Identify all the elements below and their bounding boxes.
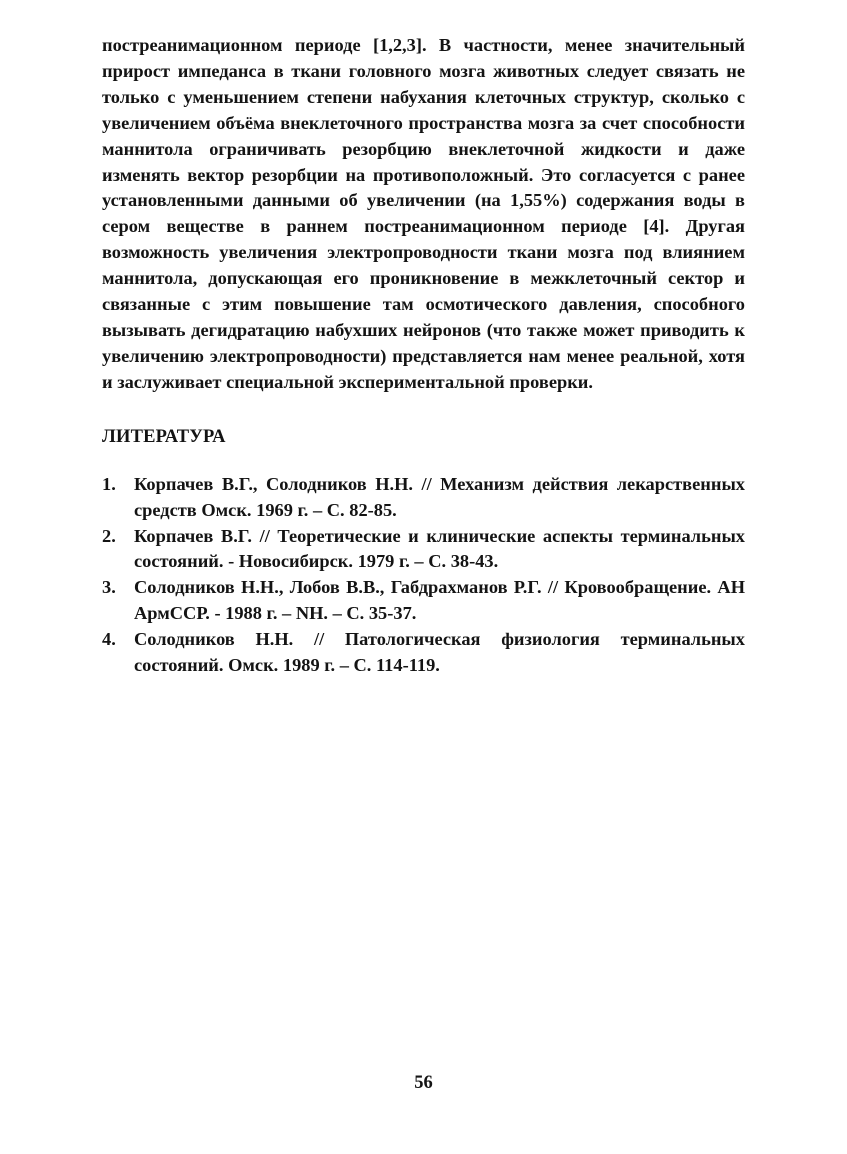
body-paragraph: постреанимационном периоде [1,2,3]. В частности, менее значительный прирост импеданса в ткани головного мозга животных следует связать не только с уменьшением степени набухания клеточных структур, сколько с увеличением объёма внеклеточного пространства мозга за счет способности маннитола ограничивать резорбцию внеклеточной жидкости и даже изменять вектор резорбции на противоположный. Это согласуется с ранее установленными данными об увеличении (на 1,55%) содержания воды в сером веществе в раннем постреанимационном периоде [4]. Другая возможность увеличения электропроводности ткани мозга под влиянием маннитола, допускающая его проникновение в межклеточный сектор и связанные с этим повышение там осмотического давления, способного вызывать дегидратацию набухших нейронов (что также может приводить к увеличению электропроводности) представляется нам менее реальной, хотя и заслуживает специальной экспериментальной проверки. xyxy=(102,35,745,392)
reference-item xyxy=(102,627,745,679)
references-list xyxy=(102,472,745,679)
reference-number: 4. xyxy=(102,629,116,650)
page-number: 56 xyxy=(414,1073,433,1093)
reference-text: Корпачев В.Г. // Теоретические и клинические аспекты терминальных состояний. - Новосибирск. 1979 г. – С. 38-43. xyxy=(134,525,745,572)
reference-item xyxy=(102,472,745,524)
document-page xyxy=(102,33,745,679)
reference-text: Солодников Н.Н., Лобов В.В., Габдрахманов Р.Г. // Кровообращение. АН АрмССР. - 1988 г. – NН. – С. 35-37. xyxy=(134,577,745,624)
reference-item xyxy=(102,524,745,576)
references-heading: ЛИТЕРАТУРА xyxy=(102,426,226,447)
reference-text: Корпачев В.Г., Солодников Н.Н. // Механизм действия лекарственных средств Омск. 1969 г. – С. 82-85. xyxy=(134,473,745,520)
reference-number: 3. xyxy=(102,577,116,598)
reference-text: Солодников Н.Н. // Патологическая физиология терминальных состояний. Омск. 1989 г. – С. 114-119. xyxy=(134,629,745,676)
reference-number: 1. xyxy=(102,473,116,494)
reference-item xyxy=(102,575,745,627)
reference-number: 2. xyxy=(102,525,116,546)
